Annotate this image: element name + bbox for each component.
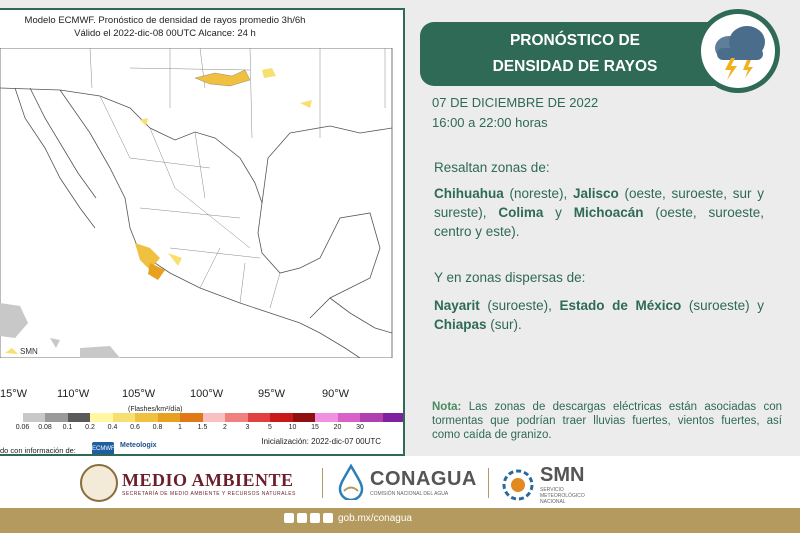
smn-sub-3: NACIONAL — [540, 499, 566, 505]
medio-ambiente-title: MEDIO AMBIENTE — [122, 469, 294, 490]
colorbar-tick: 30 — [356, 424, 364, 431]
section1-heading: Resaltan zonas de: — [434, 160, 550, 175]
ecmwf-logo: ECMWF — [92, 442, 114, 456]
smn-gear-icon — [500, 467, 536, 503]
text-part: y — [543, 205, 574, 220]
colorbar-segment — [68, 413, 91, 422]
colorbar — [0, 413, 405, 422]
footer-divider — [488, 468, 489, 498]
colorbar-segment — [248, 413, 271, 422]
state-nayarit: Nayarit — [434, 298, 480, 313]
footer-divider — [322, 468, 323, 498]
colorbar-segment — [203, 413, 226, 422]
conagua-title: CONAGUA — [370, 467, 477, 490]
instagram-icon[interactable] — [310, 513, 320, 523]
colorbar-segment — [90, 413, 113, 422]
note — [432, 400, 782, 442]
mexico-seal-icon — [80, 464, 118, 502]
colorbar-segment — [135, 413, 158, 422]
colorbar-segment — [360, 413, 383, 422]
lon-label-4: 100°W — [190, 388, 224, 400]
colorbar-tick: 1 — [178, 424, 182, 431]
text-part: (sur). — [486, 317, 522, 332]
twitter-icon[interactable] — [297, 513, 307, 523]
state-michoacan: Michoacán — [573, 205, 644, 220]
social-icons[interactable] — [284, 513, 333, 523]
section1-text — [434, 184, 764, 241]
lon-label-2: 110°W — [57, 388, 90, 400]
conagua-logo — [336, 464, 477, 500]
colorbar-ticks — [0, 424, 405, 434]
colorbar-tick: 1.5 — [197, 424, 208, 431]
colorbar-tick: 5 — [268, 424, 272, 431]
colorbar-tick: 0.6 — [130, 424, 140, 431]
map-credit: do con información de: — [0, 446, 76, 455]
forecast-date — [432, 93, 598, 133]
colorbar-tick: 0.08 — [38, 424, 52, 431]
colorbar-tick: 0.8 — [152, 424, 163, 431]
note-text: Las zonas de descargas eléctricas están asociadas con tormentas que podrían traer lluvias fuertes, vientos fuertes, así como caída de granizo. — [432, 401, 782, 441]
conagua-drop-icon — [336, 464, 366, 500]
colorbar-tick: 0.2 — [85, 424, 95, 431]
colorbar-tick: 3 — [245, 424, 250, 431]
page-title — [430, 28, 720, 80]
state-jalisco: Jalisco — [572, 186, 619, 201]
smn-sub-1: SERVICIO — [540, 487, 564, 493]
lon-label-6: 90°W — [322, 388, 350, 400]
smn-sub-2: METEOROLÓGICO — [540, 493, 585, 499]
page-title-line1: PRONÓSTICO DE — [509, 32, 641, 49]
text-part: (oeste, suroeste, sur y sureste), — [434, 186, 764, 220]
colorbar-segment — [293, 413, 316, 422]
text-part: (suroeste), — [479, 298, 560, 313]
text-part: (suroeste) y — [681, 298, 764, 313]
youtube-icon[interactable] — [323, 513, 333, 523]
conagua-sub: COMISIÓN NACIONAL DEL AGUA — [370, 490, 449, 497]
map-init-time: Inicialización: 2022-dic-07 00UTC — [261, 437, 381, 446]
map-title — [0, 14, 330, 40]
state-edomex: Estado de México — [559, 298, 682, 313]
map-title-line2: Válido el 2022-dic-08 00UTC Alcance: 24 h — [74, 28, 256, 39]
colorbar-tick: 20 — [333, 424, 342, 431]
text-part: (oeste, suroeste, centro y este). — [434, 205, 764, 239]
colorbar-segment — [23, 413, 46, 422]
date-hours: 16:00 a 22:00 horas — [432, 115, 548, 130]
lon-label-1: 15°W — [0, 388, 28, 400]
colorbar-segment — [113, 413, 136, 422]
colorbar-tick: 15 — [311, 424, 319, 431]
colorbar-tick: 0.4 — [107, 424, 118, 431]
section2-text — [434, 296, 764, 334]
storm-icon-bg — [701, 14, 775, 88]
colorbar-segment — [158, 413, 181, 422]
colorbar-segment — [225, 413, 248, 422]
note-label: Nota: — [432, 401, 462, 413]
colorbar-segment — [0, 413, 23, 422]
colorbar-segment — [270, 413, 293, 422]
colorbar-segment — [45, 413, 68, 422]
smn-mini-logo: SMN — [20, 347, 38, 356]
lightning-forecast-map — [0, 8, 405, 456]
meteologix-logo: Meteologix — [120, 442, 157, 449]
date-day: 07 DE DICIEMBRE DE 2022 — [432, 95, 599, 110]
section2-heading: Y en zonas dispersas de: — [434, 270, 586, 285]
colorbar-units: (Flashes/km²/día) — [128, 406, 183, 413]
state-colima: Colima — [498, 205, 544, 220]
colorbar-tick: 10 — [288, 424, 297, 431]
medio-ambiente-logo — [80, 464, 296, 502]
map-graphic — [0, 48, 405, 358]
smn-logo — [500, 464, 585, 505]
facebook-icon[interactable] — [284, 513, 294, 523]
colorbar-segment — [180, 413, 203, 422]
medio-ambiente-sub: SECRETARÍA DE MEDIO AMBIENTE Y RECURSOS NATURALES — [122, 490, 296, 497]
text-part: (noreste), — [503, 186, 573, 201]
page-title-line2: DENSIDAD DE RAYOS — [492, 58, 658, 75]
footer — [0, 456, 800, 508]
colorbar-tick: 0.06 — [15, 424, 30, 431]
state-chiapas: Chiapas — [434, 317, 487, 332]
smn-title: SMN — [540, 464, 585, 486]
lon-label-3: 105°W — [122, 388, 156, 400]
state-chihuahua: Chihuahua — [434, 186, 504, 201]
colorbar-segment — [338, 413, 361, 422]
colorbar-tick: 0.1 — [62, 424, 73, 431]
colorbar-segment — [383, 413, 406, 422]
colorbar-segment — [315, 413, 338, 422]
lon-label-5: 95°W — [258, 388, 286, 400]
colorbar-tick: 2 — [223, 424, 227, 431]
map-title-line1: Modelo ECMWF. Pronóstico de densidad de rayos promedio 3h/6h — [24, 15, 306, 26]
gob-url-link[interactable]: gob.mx/conagua — [338, 513, 412, 524]
storm-cloud-icon — [701, 14, 775, 88]
